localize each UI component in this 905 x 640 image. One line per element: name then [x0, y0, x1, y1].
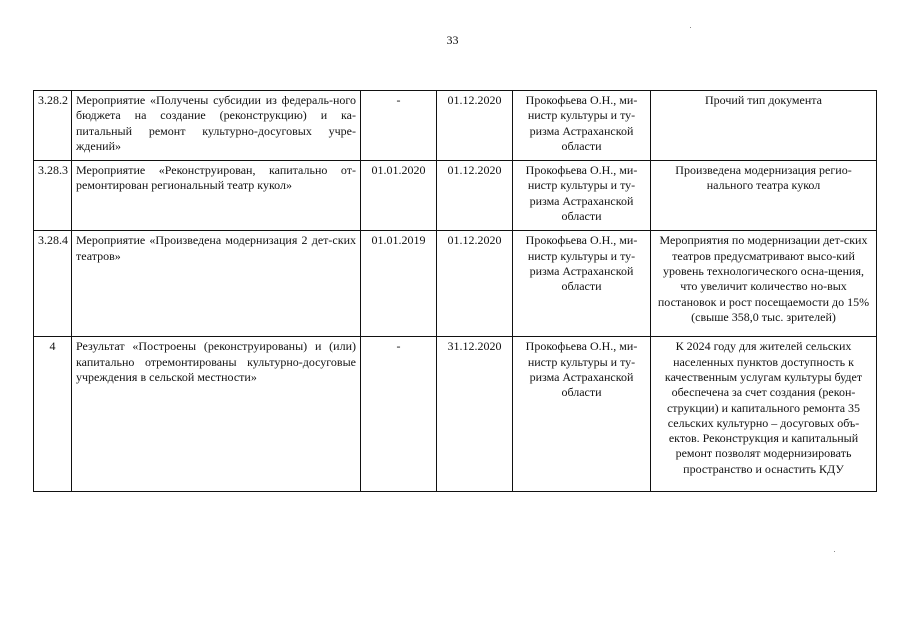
result-cell: Мероприятия по модернизации дет-ских театров предусматривают высо-кий уровень технологического осна-щения, что увеличит количество но-вых постановок и рост посещаемости до 15% (свыше 358,0 тыс. зрителей): [651, 231, 877, 337]
responsible-cell: Прокофьева О.Н., ми-нистр культуры и ту-ризма Астраханской области: [513, 231, 651, 337]
activity-name-cell: Мероприятие «Получены субсидии из федераль-ного бюджета на создание (реконструкцию) и ка-питальный ремонт культурно-досуговых учре-ждений»: [72, 91, 361, 161]
end-date-cell: 01.12.2020: [437, 91, 513, 161]
activity-name-cell: Мероприятие «Произведена модернизация 2 дет-ских театров»: [72, 231, 361, 337]
result-cell: Прочий тип документа: [651, 91, 877, 161]
start-date-cell: -: [361, 91, 437, 161]
responsible-cell: Прокофьева О.Н., ми-нистр культуры и ту-ризма Астраханской области: [513, 337, 651, 492]
result-cell: К 2024 году для жителей сельских населенных пунктов доступность к качественным услугам культуры будет обеспечена за счет создания (рекон-струкции) и капитального ремонта 35 сельских культурно – досуговых объ-ектов. Реконструкция и капитальный ремонт позволят модернизировать пространство и оснастить КДУ: [651, 337, 877, 492]
table-row: [34, 337, 877, 492]
table-row: [34, 231, 877, 337]
activity-name-cell: Мероприятие «Реконструирован, капитально от-ремонтирован региональный театр кукол»: [72, 161, 361, 231]
row-number-cell: 3.28.4: [34, 231, 72, 337]
activity-name-cell: Результат «Построены (реконструированы) и (или) капитально отремонтированы культурно-досуговые учреждения в сельской местности»: [72, 337, 361, 492]
end-date-cell: 31.12.2020: [437, 337, 513, 492]
row-number-cell: 4: [34, 337, 72, 492]
result-cell: Произведена модернизация регио-нального театра кукол: [651, 161, 877, 231]
start-date-cell: 01.01.2019: [361, 231, 437, 337]
activities-table: [33, 90, 877, 492]
scan-speck: [834, 551, 835, 552]
responsible-cell: Прокофьева О.Н., ми-нистр культуры и ту-ризма Астраханской области: [513, 91, 651, 161]
responsible-cell: Прокофьева О.Н., ми-нистр культуры и ту-ризма Астраханской области: [513, 161, 651, 231]
row-number-cell: 3.28.3: [34, 161, 72, 231]
scan-speck: [690, 27, 691, 28]
table-row: [34, 91, 877, 161]
start-date-cell: -: [361, 337, 437, 492]
page-number: 33: [446, 33, 459, 47]
table-row: [34, 161, 877, 231]
row-number-cell: 3.28.2: [34, 91, 72, 161]
end-date-cell: 01.12.2020: [437, 231, 513, 337]
end-date-cell: 01.12.2020: [437, 161, 513, 231]
start-date-cell: 01.01.2020: [361, 161, 437, 231]
